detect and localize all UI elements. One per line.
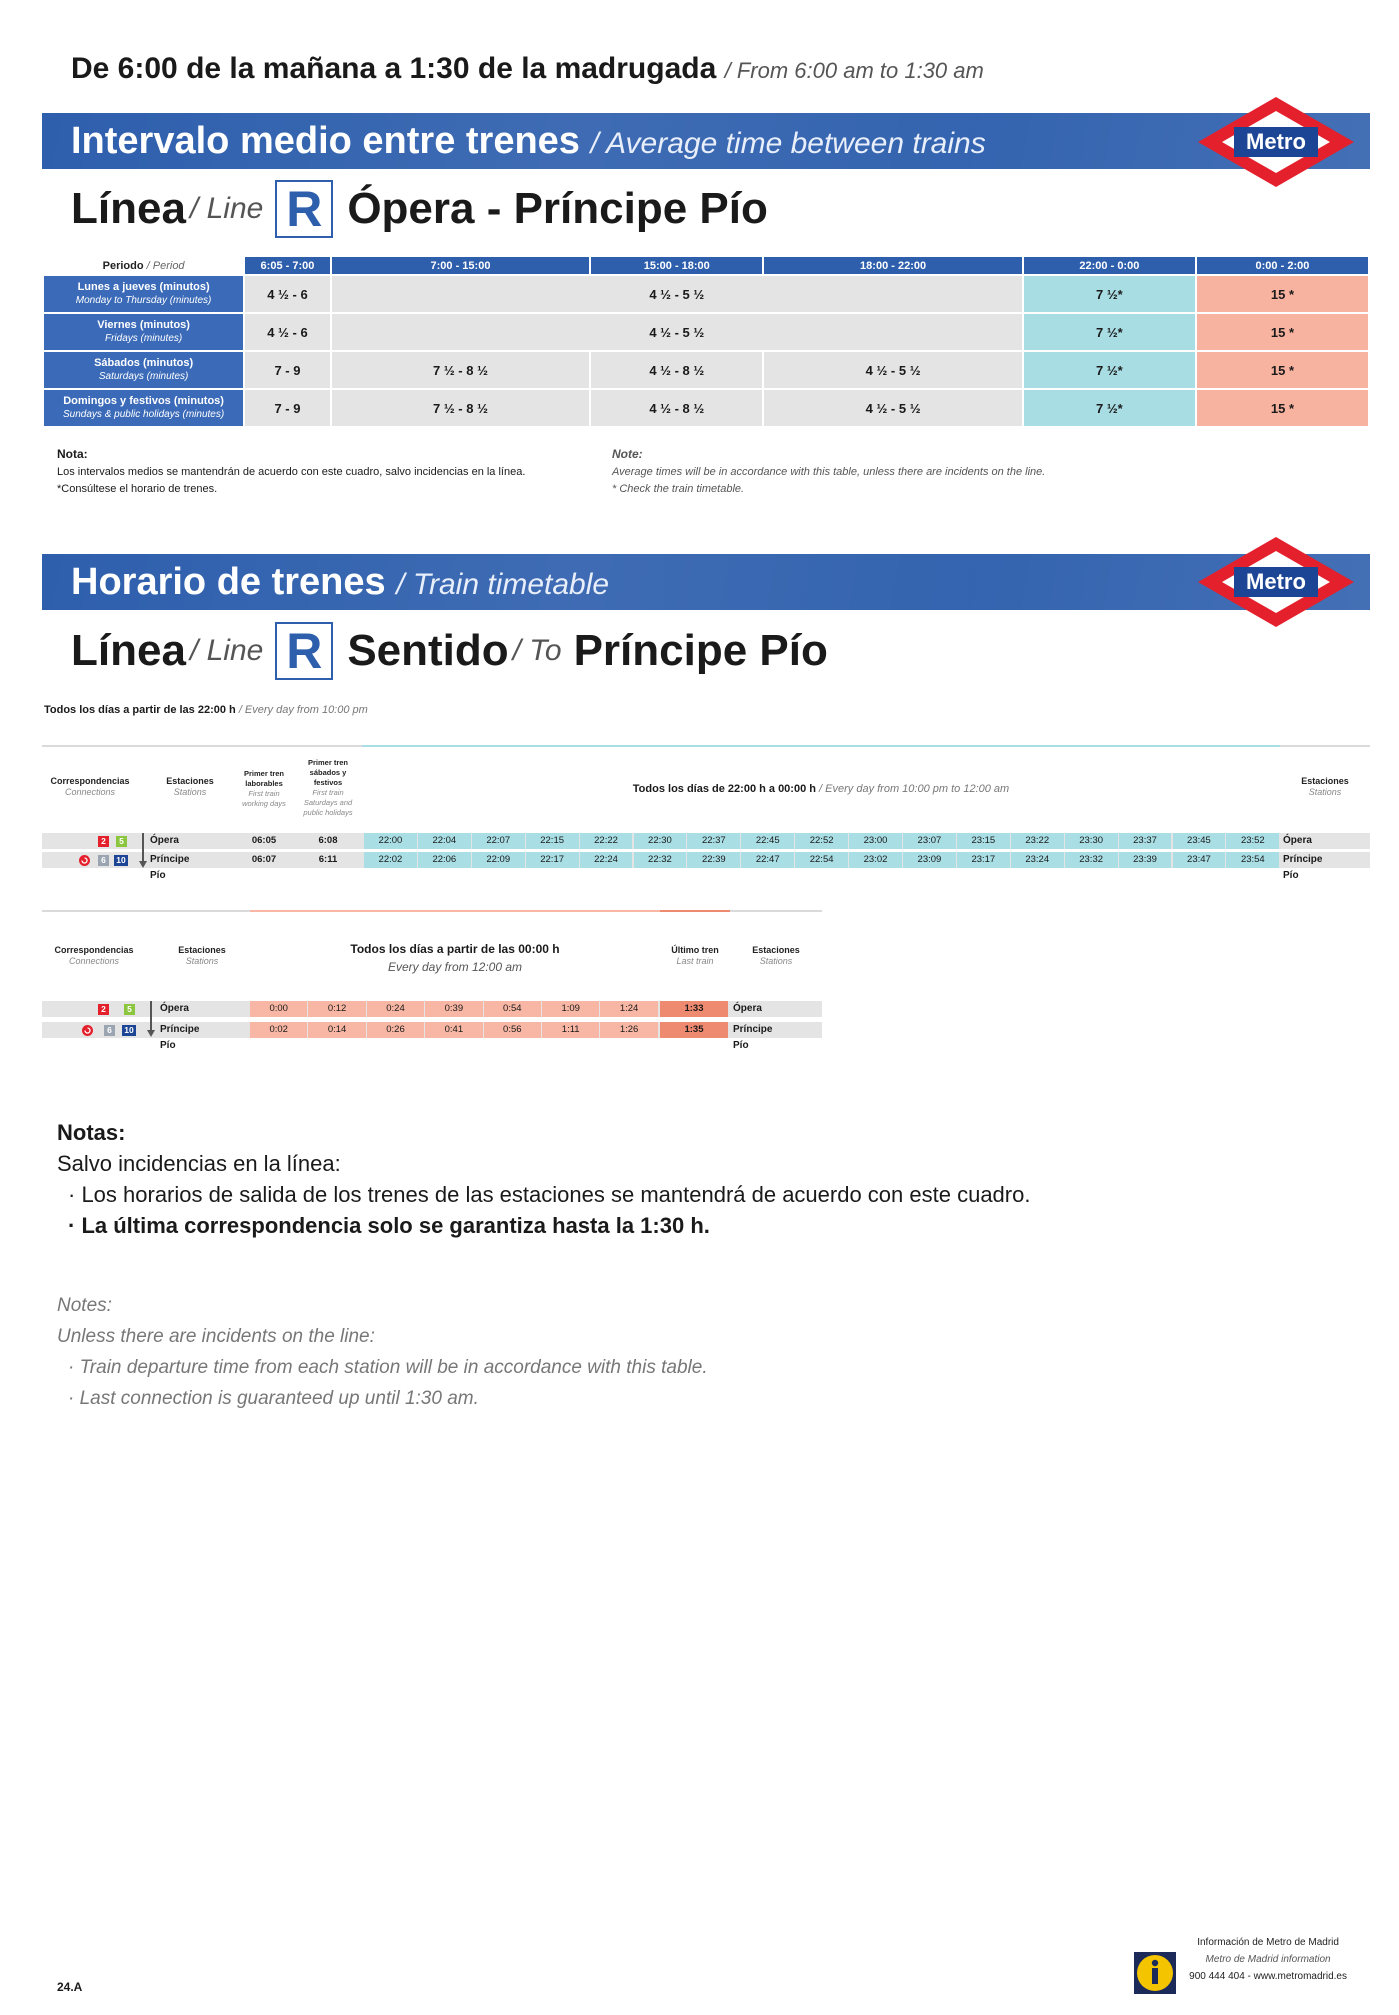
info-icon — [1134, 1952, 1176, 1994]
timetable-notes-en: Notes: Unless there are incidents on the line: · Train departure time from each station will be in accordance with this table. · Last connection is guaranteed up until 1:30 am. — [57, 1295, 708, 1409]
timetable-band — [42, 554, 1370, 610]
line-label: Línea — [71, 184, 186, 233]
departure-time: 23:00 — [849, 833, 902, 849]
first-train-working: 06:05 — [236, 833, 292, 849]
line-5-icon: 5 — [116, 836, 127, 847]
header-night-range: Todos los días de 22:00 h a 00:00 h / Every day from 10:00 pm to 12:00 am — [632, 783, 1010, 795]
header-last-train: Último tren Last train — [671, 945, 719, 966]
period-header: Periodo / Period — [44, 257, 243, 274]
departure-time: 23:24 — [1011, 852, 1064, 868]
header-stations: Estaciones Stations — [166, 776, 214, 797]
interval-cell: 4 ½ - 6 — [245, 276, 330, 312]
header-stations-right: Estaciones Stations — [752, 945, 800, 966]
header-stations-right: Estaciones Stations — [1301, 776, 1349, 797]
ramal-icon — [82, 1025, 93, 1036]
departure-time: 22:02 — [364, 852, 417, 868]
departure-time: 22:52 — [795, 833, 848, 849]
departure-time: 23:32 — [1065, 852, 1118, 868]
departure-time: 23:15 — [957, 833, 1010, 849]
period-col: 18:00 - 22:00 — [764, 257, 1022, 274]
first-train-weekend: 6:11 — [296, 852, 360, 868]
row-label: Lunes a jueves (minutos) Monday to Thursday (minutes) — [44, 276, 243, 312]
departure-time: 22:04 — [418, 833, 471, 849]
title-es: De 6:00 de la mañana a 1:30 de la madrugada — [71, 52, 717, 85]
station-name: Príncipe Pío — [150, 854, 190, 881]
line-10-icon: 10 — [114, 855, 128, 866]
departure-time: 23:30 — [1065, 833, 1118, 849]
header-stations: Estaciones Stations — [178, 945, 226, 966]
departure-time: 0:24 — [367, 1001, 424, 1017]
metro-logo-text: Metro — [1246, 569, 1306, 594]
interval-cell: 15 * — [1197, 314, 1368, 350]
departure-time: 0:41 — [425, 1022, 482, 1038]
header-connections: Correspondencias Connections — [50, 776, 130, 797]
timetable-notes-es: Notas: Salvo incidencias en la línea: · Los horarios de salida de los trenes de las estaciones se mantendrá de acuerdo con este cuadro. · La última correspondencia solo se garantiza hasta la 1:30 h. — [57, 1120, 1031, 1238]
departure-time: 22:47 — [741, 852, 794, 868]
departure-time: 23:22 — [1011, 833, 1064, 849]
title-en: / From 6:00 am to 1:30 am — [724, 58, 984, 83]
interval-cell: 15 * — [1197, 352, 1368, 388]
interval-cell: 15 * — [1197, 390, 1368, 426]
station-name-right: Príncipe Pío — [1283, 854, 1323, 881]
departure-time: 22:06 — [418, 852, 471, 868]
departure-time: 0:56 — [484, 1022, 541, 1038]
departure-time: 22:45 — [741, 833, 794, 849]
period-col: 22:00 - 0:00 — [1024, 257, 1195, 274]
line-2-icon: 2 — [98, 836, 109, 847]
interval-band — [42, 113, 1370, 169]
page-code: 24.A — [57, 1980, 83, 1994]
departure-time: 0:39 — [425, 1001, 482, 1017]
interval-cell: 15 * — [1197, 276, 1368, 312]
departure-time: 0:00 — [250, 1001, 307, 1017]
departure-time: 22:15 — [526, 833, 579, 849]
station-name: Ópera — [150, 835, 179, 846]
interval-note-en: Note: Average times will be in accordance with this table, unless there are incidents on the line. * Check the train timetable. — [612, 447, 1046, 495]
last-train-time: 1:33 — [660, 1001, 728, 1017]
departure-time: 0:02 — [250, 1022, 307, 1038]
metro-logo-text: Metro — [1246, 129, 1306, 154]
line-heading: Línea / Line R Ópera - Príncipe Pío — [71, 181, 768, 237]
interval-cell: 4 ½ - 6 — [245, 314, 330, 350]
period-col: 0:00 - 2:00 — [1197, 257, 1368, 274]
interval-band-title: Intervalo medio entre trenes / Average time between trains — [71, 120, 986, 162]
departure-time: 22:32 — [634, 852, 687, 868]
metro-logo — [1196, 95, 1356, 189]
departure-time: 22:54 — [795, 852, 848, 868]
departure-time: 22:22 — [580, 833, 633, 849]
from-22-caption: Todos los días a partir de las 22:00 h / Every day from 10:00 pm — [44, 704, 368, 716]
departure-time: 0:14 — [308, 1022, 365, 1038]
departure-time: 1:24 — [600, 1001, 657, 1017]
header-midnight-range: Todos los días a partir de las 00:00 h Every day from 12:00 am — [350, 942, 560, 974]
interval-row — [44, 390, 1368, 426]
departure-time: 22:09 — [472, 852, 525, 868]
departure-time: 23:37 — [1119, 833, 1172, 849]
route-name: Ópera - Príncipe Pío — [347, 184, 768, 233]
station-name-right: Príncipe Pío — [733, 1024, 773, 1051]
departure-time: 22:24 — [580, 852, 633, 868]
line-6-icon: 6 — [98, 855, 109, 866]
interval-cell: 7 ½* — [1024, 352, 1195, 388]
interval-cell: 7 ½ - 8 ½ — [332, 390, 590, 426]
departure-time: 23:39 — [1119, 852, 1172, 868]
last-train-time: 1:35 — [660, 1022, 728, 1038]
interval-cell: 7 ½ - 8 ½ — [332, 352, 590, 388]
interval-note-es: Nota: Los intervalos medios se mantendrán de acuerdo con este cuadro, salvo incidencias en la línea. *Consúltese el horario de trenes. — [57, 447, 526, 495]
departure-time: 0:54 — [484, 1001, 541, 1017]
header-connections: Correspondencias Connections — [54, 945, 134, 966]
interval-cell: 7 ½* — [1024, 276, 1195, 312]
departure-time: 23:02 — [849, 852, 902, 868]
row-label: Sábados (minutos) Saturdays (minutes) — [44, 352, 243, 388]
period-col: 6:05 - 7:00 — [245, 257, 330, 274]
interval-cell: 4 ½ - 5 ½ — [332, 276, 1022, 312]
timetable-band-title: Horario de trenes / Train timetable — [71, 561, 610, 603]
interval-cell: 7 ½* — [1024, 390, 1195, 426]
departure-time: 1:09 — [542, 1001, 599, 1017]
metro-logo — [1196, 535, 1356, 629]
period-col: 15:00 - 18:00 — [591, 257, 762, 274]
departure-time: 0:26 — [367, 1022, 424, 1038]
row-label: Domingos y festivos (minutos) Sundays & public holidays (minutes) — [44, 390, 243, 426]
ramal-icon — [79, 855, 90, 866]
interval-cell: 7 ½* — [1024, 314, 1195, 350]
station-name-right: Ópera — [1283, 835, 1312, 846]
interval-row — [44, 276, 1368, 312]
destination: Príncipe Pío — [573, 626, 828, 675]
line-10-icon: 10 — [122, 1025, 136, 1036]
first-train-working: 06:07 — [236, 852, 292, 868]
departure-time: 22:37 — [687, 833, 740, 849]
line-r-icon: R — [275, 622, 333, 680]
interval-cell: 4 ½ - 5 ½ — [764, 390, 1022, 426]
header-first-train-working: Primer tren laborables First train working days — [242, 769, 286, 808]
departure-time: 0:12 — [308, 1001, 365, 1017]
interval-row — [44, 352, 1368, 388]
direction-arrow-icon — [147, 1001, 155, 1038]
interval-cell: 4 ½ - 8 ½ — [591, 352, 762, 388]
departure-time: 23:17 — [957, 852, 1010, 868]
interval-cell: 7 - 9 — [245, 352, 330, 388]
departure-time: 22:17 — [526, 852, 579, 868]
interval-header-row — [44, 257, 1368, 274]
line-2-icon: 2 — [98, 1004, 109, 1015]
interval-table — [42, 255, 1370, 428]
departure-time: 22:07 — [472, 833, 525, 849]
departure-time: 23:07 — [903, 833, 956, 849]
line-r-icon: R — [275, 180, 333, 238]
direction-heading: Línea / Line R Sentido / To Príncipe Pío — [71, 623, 828, 679]
departure-time: 23:45 — [1173, 833, 1226, 849]
interval-cell: 7 - 9 — [245, 390, 330, 426]
direction-arrow-icon — [139, 833, 147, 869]
departure-time: 23:47 — [1173, 852, 1226, 868]
first-train-weekend: 6:08 — [296, 833, 360, 849]
departure-time: 22:39 — [687, 852, 740, 868]
interval-cell: 4 ½ - 5 ½ — [764, 352, 1022, 388]
station-name: Príncipe Pío — [160, 1024, 200, 1051]
row-label: Viernes (minutos) Fridays (minutes) — [44, 314, 243, 350]
departure-time: 23:54 — [1226, 852, 1279, 868]
departure-time: 23:09 — [903, 852, 956, 868]
schedule-hours-title — [71, 52, 984, 86]
departure-time: 22:00 — [364, 833, 417, 849]
station-name: Ópera — [160, 1003, 189, 1014]
footer-info: Información de Metro de Madrid Metro de Madrid information 900 444 404 - www.metromadrid.es — [1189, 1937, 1347, 1982]
departure-time: 23:52 — [1226, 833, 1279, 849]
interval-cell: 4 ½ - 8 ½ — [591, 390, 762, 426]
line-5-icon: 5 — [124, 1004, 135, 1015]
line-6-icon: 6 — [104, 1025, 115, 1036]
period-col: 7:00 - 15:00 — [332, 257, 590, 274]
header-first-train-weekend: Primer tren sábados y festivos First train Saturdays and public holidays — [303, 758, 353, 817]
departure-time: 22:30 — [634, 833, 687, 849]
station-name-right: Ópera — [733, 1003, 762, 1014]
departure-time: 1:26 — [600, 1022, 657, 1038]
interval-row — [44, 314, 1368, 350]
interval-cell: 4 ½ - 5 ½ — [332, 314, 1022, 350]
departure-time: 1:11 — [542, 1022, 599, 1038]
